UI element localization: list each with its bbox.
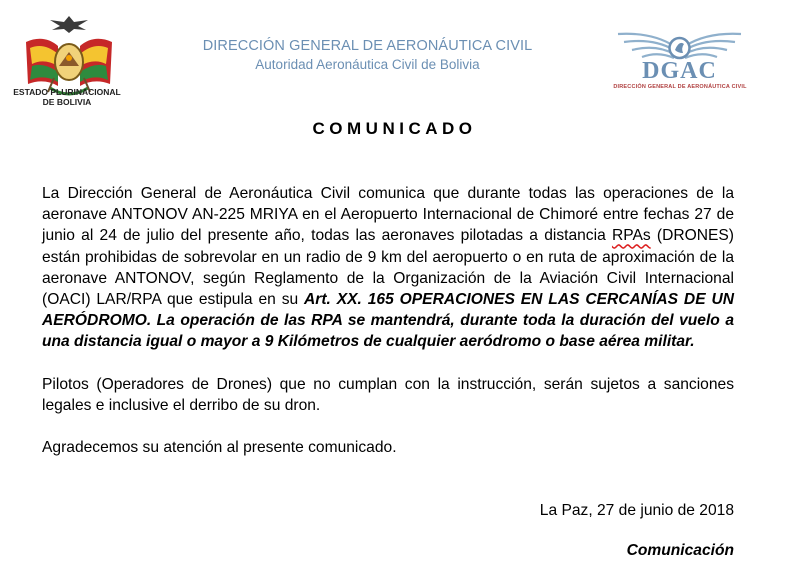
announcement-text-a: La Dirección General de Aeronáutica Civil comunica que durante todas las operaciones de la aeronave ANTONOV AN-225 MRIYA en el Aeropuerto Internacional de Chimoré entre fechas 27 de junio al 24 de julio del presente año, todas las aeronaves pilotadas a distancia xyxy=(42,185,734,245)
coat-caption-line1: ESTADO PLURINACIONAL xyxy=(13,87,121,97)
announcement-text-b: (DRONES) están prohibidas de sobrevolar en un radio de 9 km del aeropuerto o en ruta de aproximación de la aeronave ANTONOV, según Reglamento de la Organización de la Aviación Civil Internacional (OACI) LAR/RPA que estipula en su xyxy=(42,227,734,309)
rpas-term: RPAs xyxy=(611,227,651,245)
coat-caption xyxy=(8,88,126,107)
letterhead xyxy=(0,0,789,115)
document-body xyxy=(42,183,734,458)
logo-text: DGAC xyxy=(642,58,717,84)
document-title: COMUNICADO xyxy=(312,119,477,138)
org-name: DIRECCIÓN GENERAL DE AERONÁUTICA CIVIL xyxy=(202,38,533,54)
coat-caption-line2: DE BOLIVIA xyxy=(42,96,92,107)
date-line: La Paz, 27 de junio de 2018 xyxy=(539,502,734,519)
paragraph-announcement xyxy=(42,183,734,353)
organization-heading xyxy=(200,38,535,72)
signature: Comunicación xyxy=(626,542,734,559)
paragraph-sanctions: Pilotos (Operadores de Drones) que no cumplan con la instrucción, serán sujetos a sanciones legales e inclusive el derribo de su dron. xyxy=(42,375,734,414)
regulation-excerpt-end: . xyxy=(690,333,695,351)
paragraph-thanks: Agradecemos su atención al presente comunicado. xyxy=(42,439,397,457)
regulation-excerpt: Art. XX. 165 OPERACIONES EN LAS CERCANÍAS DE UN AERÓDROMO. La operación de las RPA se mantendrá, durante toda la duración del vuelo a una distancia igual o mayor a 9 Kilómetros de cualquier aeródromo o base aérea militar xyxy=(42,291,734,351)
logo-subtext: DIRECCIÓN GENERAL DE AERONÁUTICA CIVIL xyxy=(613,84,747,90)
org-subtitle: Autoridad Aeronáutica Civil de Bolivia xyxy=(255,57,480,72)
